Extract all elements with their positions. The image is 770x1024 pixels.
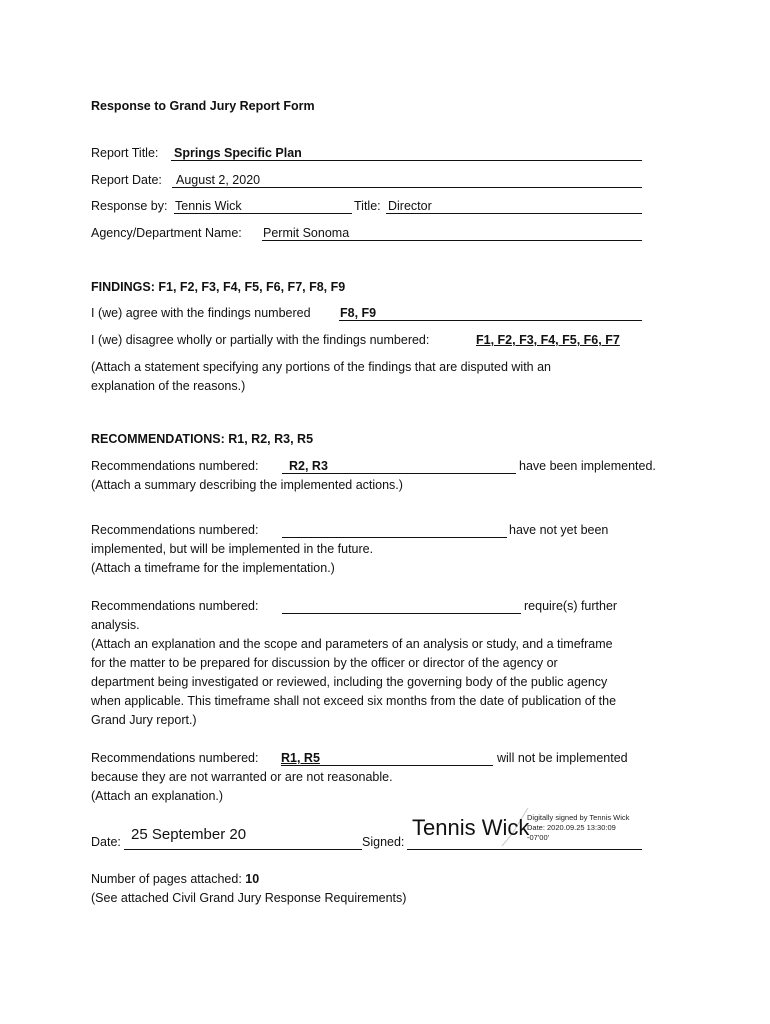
- title-label: Title:: [354, 199, 381, 213]
- response-by-label: Response by:: [91, 199, 168, 213]
- signed-label: Signed:: [362, 835, 405, 849]
- agency-value[interactable]: Permit Sonoma: [263, 226, 350, 240]
- analysis-label: Recommendations numbered:: [91, 599, 259, 613]
- analysis-line2: analysis.: [91, 618, 140, 632]
- pages-attached: [91, 871, 259, 887]
- future-line2: implemented, but will be implemented in the future.: [91, 542, 374, 556]
- implemented-suffix: have been implemented.: [519, 459, 656, 473]
- analysis-line[interactable]: [282, 613, 521, 614]
- implemented-label: Recommendations numbered:: [91, 459, 259, 473]
- not-implemented-note: (Attach an explanation.): [91, 789, 224, 803]
- form-title: Response to Grand Jury Report Form: [91, 99, 315, 113]
- not-implemented-line2: because they are not warranted or are not reasonable.: [91, 770, 393, 784]
- future-label: Recommendations numbered:: [91, 523, 259, 537]
- findings-heading: FINDINGS: F1, F2, F3, F4, F5, F6, F7, F8, F9: [91, 280, 346, 294]
- report-title-value[interactable]: Springs Specific Plan: [174, 146, 302, 160]
- analysis-note-line: department being investigated or reviewed, including the governing body of the public agency: [91, 675, 608, 689]
- date-line: [124, 849, 362, 850]
- findings-agree-label: I (we) agree with the findings numbered: [91, 306, 311, 320]
- analysis-suffix: require(s) further: [524, 599, 618, 613]
- digital-signature-line1: Digitally signed by Tennis Wick: [527, 813, 630, 822]
- future-note: (Attach a timeframe for the implementation.): [91, 561, 335, 575]
- response-by-value[interactable]: Tennis Wick: [175, 199, 242, 213]
- date-value[interactable]: 25 September 20: [131, 826, 247, 843]
- implemented-value[interactable]: R2, R3: [289, 459, 328, 473]
- findings-agree-line: [339, 320, 642, 321]
- signature-name[interactable]: Tennis Wick: [412, 815, 530, 840]
- findings-disagree-label: I (we) disagree wholly or partially with the findings numbered:: [91, 333, 430, 347]
- report-date-value[interactable]: August 2, 2020: [176, 173, 261, 187]
- report-title-label: Report Title:: [91, 146, 159, 160]
- findings-note-line1: (Attach a statement specifying any portions of the findings that are disputed with an: [91, 360, 551, 374]
- future-suffix: have not yet been: [509, 523, 609, 537]
- date-label: Date:: [91, 835, 121, 849]
- not-implemented-value[interactable]: R1, R5: [281, 751, 320, 765]
- implemented-note: (Attach a summary describing the implemented actions.): [91, 478, 403, 492]
- recommendations-heading: RECOMMENDATIONS: R1, R2, R3, R5: [91, 432, 314, 446]
- pages-attached-value[interactable]: 10: [245, 872, 260, 886]
- not-implemented-label: Recommendations numbered:: [91, 751, 259, 765]
- pages-attached-label: Number of pages attached:: [91, 872, 242, 886]
- report-date-label: Report Date:: [91, 173, 162, 187]
- future-line[interactable]: [282, 537, 507, 538]
- title-value[interactable]: Director: [388, 199, 432, 213]
- findings-disagree-value[interactable]: F1, F2, F3, F4, F5, F6, F7: [476, 333, 620, 347]
- analysis-note-line: Grand Jury report.): [91, 713, 197, 727]
- digital-signature-line2: Date: 2020.09.25 13:30:09: [527, 823, 616, 832]
- signature-line: [407, 849, 642, 850]
- footer-note: (See attached Civil Grand Jury Response Requirements): [91, 891, 407, 905]
- analysis-note-line: (Attach an explanation and the scope and parameters of an analysis or study, and a timeframe: [91, 637, 613, 651]
- analysis-note-line: for the matter to be prepared for discussion by the officer or director of the agency or: [91, 656, 558, 670]
- digital-signature-line3: -07'00': [527, 833, 550, 842]
- analysis-note-line: when applicable. This timeframe shall not exceed six months from the date of publication of the: [91, 694, 617, 708]
- not-implemented-suffix: will not be implemented: [497, 751, 628, 765]
- agency-label: Agency/Department Name:: [91, 226, 242, 240]
- findings-note-line2: explanation of the reasons.): [91, 379, 246, 393]
- findings-agree-value[interactable]: F8, F9: [340, 306, 377, 320]
